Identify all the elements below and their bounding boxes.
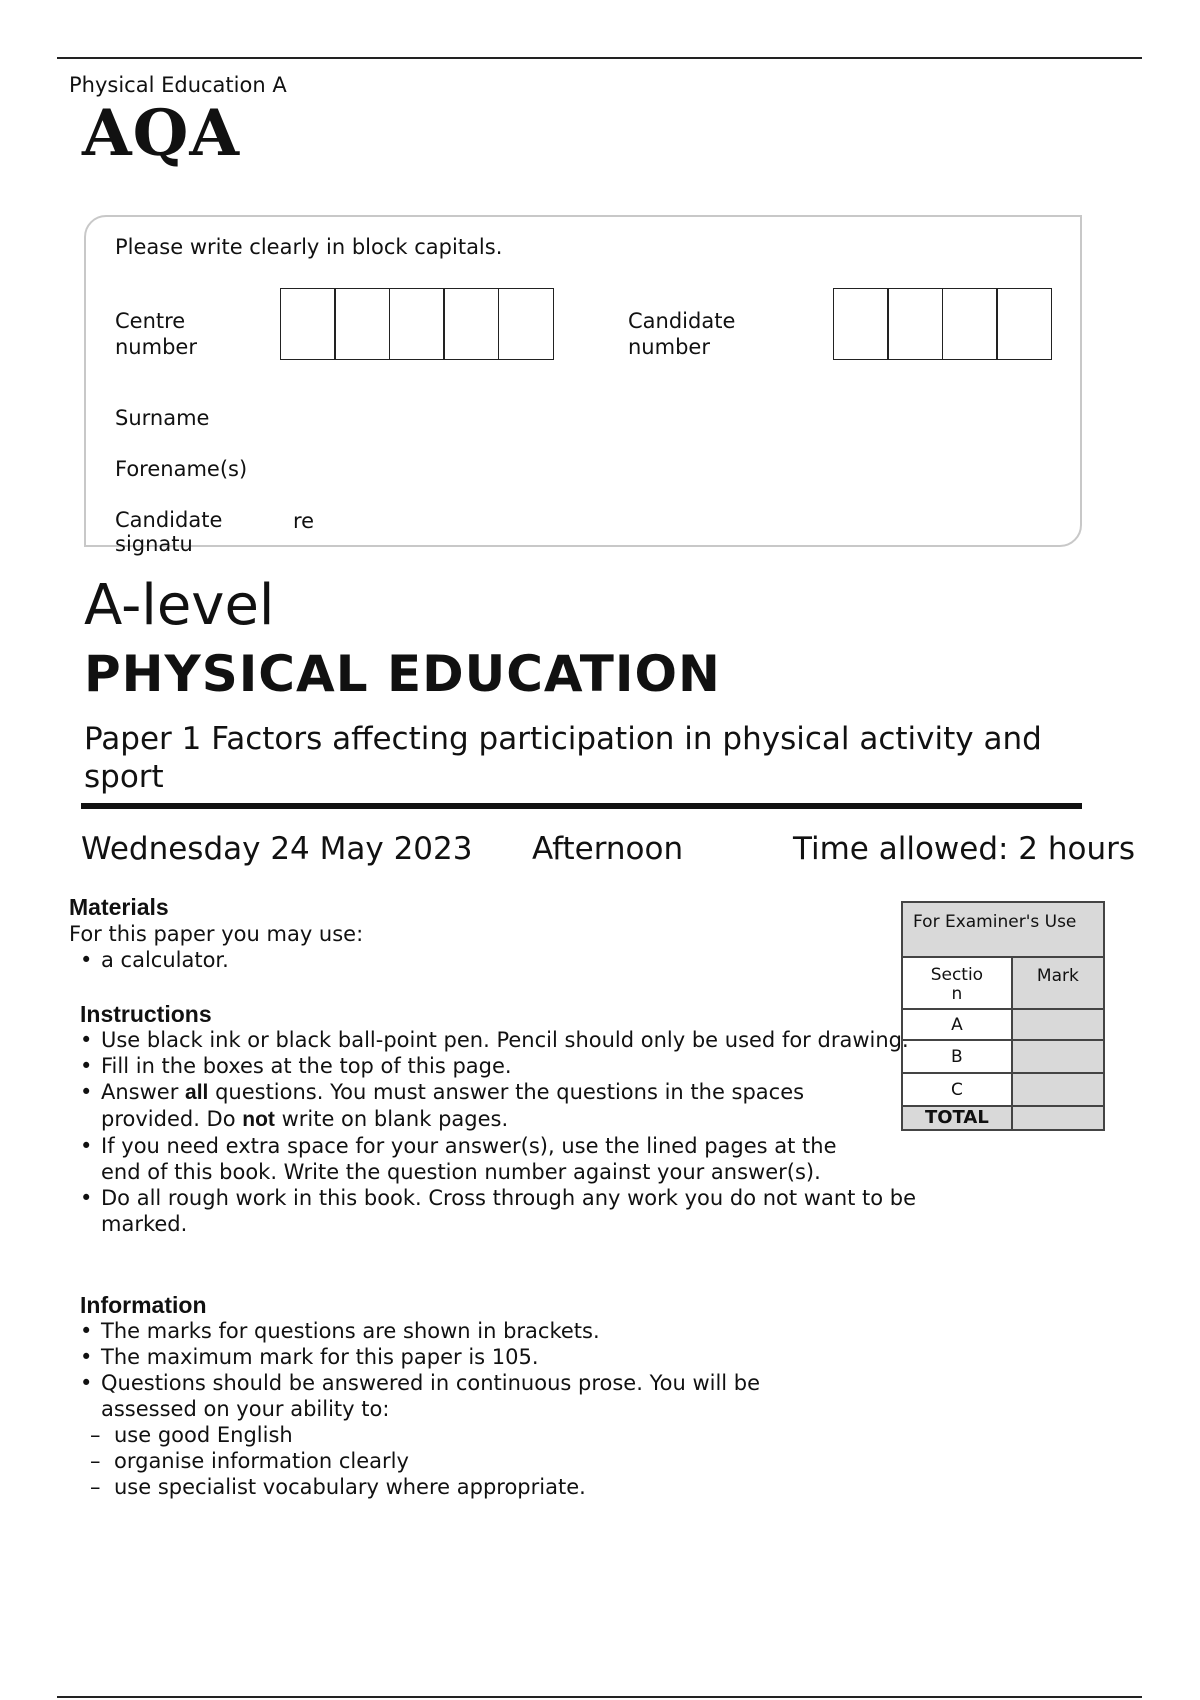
section-label: C bbox=[902, 1073, 1012, 1106]
centre-number-digit-box[interactable] bbox=[280, 288, 336, 360]
assessment-criterion: – organise information clearly bbox=[78, 1448, 808, 1474]
examiner-table-title: For Examiner's Use bbox=[902, 902, 1104, 957]
mark-column-header: Mark bbox=[1012, 957, 1104, 1009]
signature-field[interactable] bbox=[330, 500, 1060, 538]
information-list bbox=[78, 1318, 808, 1500]
information-item: • The marks for questions are shown in brackets. bbox=[78, 1318, 808, 1344]
signature-label: Candidate signatu bbox=[115, 508, 223, 556]
materials-item: • a calculator. bbox=[78, 947, 878, 973]
instruction-emphasis: all bbox=[185, 1081, 209, 1104]
centre-number-digit-box[interactable] bbox=[389, 288, 445, 360]
block-capitals-instruction: Please write clearly in block capitals. bbox=[115, 235, 503, 259]
centre-number-field[interactable] bbox=[281, 288, 554, 360]
surname-label: Surname bbox=[115, 406, 210, 430]
candidate-number-digit-box[interactable] bbox=[942, 288, 998, 360]
subject-title: PHYSICAL EDUCATION bbox=[84, 645, 721, 703]
instruction-text: questions. You must answer the questions in the spaces provided. Do bbox=[101, 1080, 805, 1131]
instruction-item: • Fill in the boxes at the top of this page. bbox=[78, 1053, 978, 1079]
surname-field[interactable] bbox=[270, 398, 1060, 434]
bottom-rule bbox=[57, 1696, 1142, 1698]
exam-date: Wednesday 24 May 2023 bbox=[81, 831, 473, 867]
instruction-item: • Use black ink or black ball-point pen. Pencil should only be used for drawing. bbox=[78, 1027, 978, 1053]
centre-number-digit-box[interactable] bbox=[443, 288, 499, 360]
forenames-label: Forename(s) bbox=[115, 457, 248, 481]
forenames-field[interactable] bbox=[270, 449, 1060, 485]
section-label: B bbox=[902, 1040, 1012, 1073]
candidate-number-digit-box[interactable] bbox=[996, 288, 1052, 360]
candidate-number-label: Candidate number bbox=[628, 309, 736, 359]
centre-number-digit-box[interactable] bbox=[334, 288, 390, 360]
centre-number-label: Centre number bbox=[115, 309, 197, 359]
assessment-criterion: – use specialist vocabulary where appropriate. bbox=[78, 1474, 808, 1500]
mark-cell[interactable] bbox=[1012, 1009, 1104, 1040]
aqa-logo: AQA bbox=[82, 96, 241, 171]
assessment-criteria-list bbox=[78, 1422, 808, 1500]
information-item: • The maximum mark for this paper is 105. bbox=[78, 1344, 808, 1370]
instruction-item: • Do all rough work in this book. Cross through any work you do not want to be marked. bbox=[78, 1185, 991, 1237]
candidate-details-box bbox=[84, 215, 1082, 547]
section-column-header: Sectio n bbox=[902, 957, 1012, 1009]
materials-intro: For this paper you may use: bbox=[69, 922, 364, 946]
mark-cell[interactable] bbox=[1012, 1073, 1104, 1106]
instruction-text: Answer bbox=[101, 1080, 186, 1104]
total-label: TOTAL bbox=[902, 1106, 1012, 1130]
information-heading: Information bbox=[80, 1292, 207, 1318]
qualification-level: A-level bbox=[84, 573, 275, 638]
candidate-number-field[interactable] bbox=[834, 288, 1052, 360]
total-mark-cell[interactable] bbox=[1012, 1106, 1104, 1130]
examiner-use-table bbox=[901, 901, 1105, 1131]
information-item-text: Questions should be answered in continuous prose. You will be assessed on your ability to: bbox=[101, 1371, 761, 1421]
paper-title: Paper 1 Factors affecting participation in physical activity and sport bbox=[84, 721, 1042, 795]
instruction-item: • If you need extra space for your answer(s), use the lined pages at the end of this book. Write the question number against your answer(s). bbox=[78, 1133, 851, 1185]
materials-list bbox=[78, 947, 878, 973]
mark-cell[interactable] bbox=[1012, 1040, 1104, 1073]
instructions-heading: Instructions bbox=[80, 1001, 212, 1027]
information-item bbox=[78, 1370, 808, 1500]
title-divider bbox=[81, 803, 1082, 809]
instruction-text: write on blank pages. bbox=[274, 1107, 509, 1131]
signature-label-tail: re bbox=[293, 509, 315, 533]
section-label: A bbox=[902, 1009, 1012, 1040]
instruction-emphasis: not bbox=[242, 1108, 275, 1131]
candidate-number-digit-box[interactable] bbox=[833, 288, 889, 360]
instructions-list bbox=[78, 1027, 978, 1237]
centre-number-digit-box[interactable] bbox=[498, 288, 554, 360]
subject-header: Physical Education A bbox=[69, 73, 287, 97]
candidate-number-digit-box[interactable] bbox=[887, 288, 943, 360]
assessment-criterion: – use good English bbox=[78, 1422, 808, 1448]
exam-session: Afternoon bbox=[532, 831, 684, 867]
top-rule bbox=[57, 57, 1142, 59]
time-allowed: Time allowed: 2 hours bbox=[793, 831, 1136, 867]
instruction-item bbox=[78, 1079, 881, 1133]
materials-heading: Materials bbox=[69, 894, 169, 920]
